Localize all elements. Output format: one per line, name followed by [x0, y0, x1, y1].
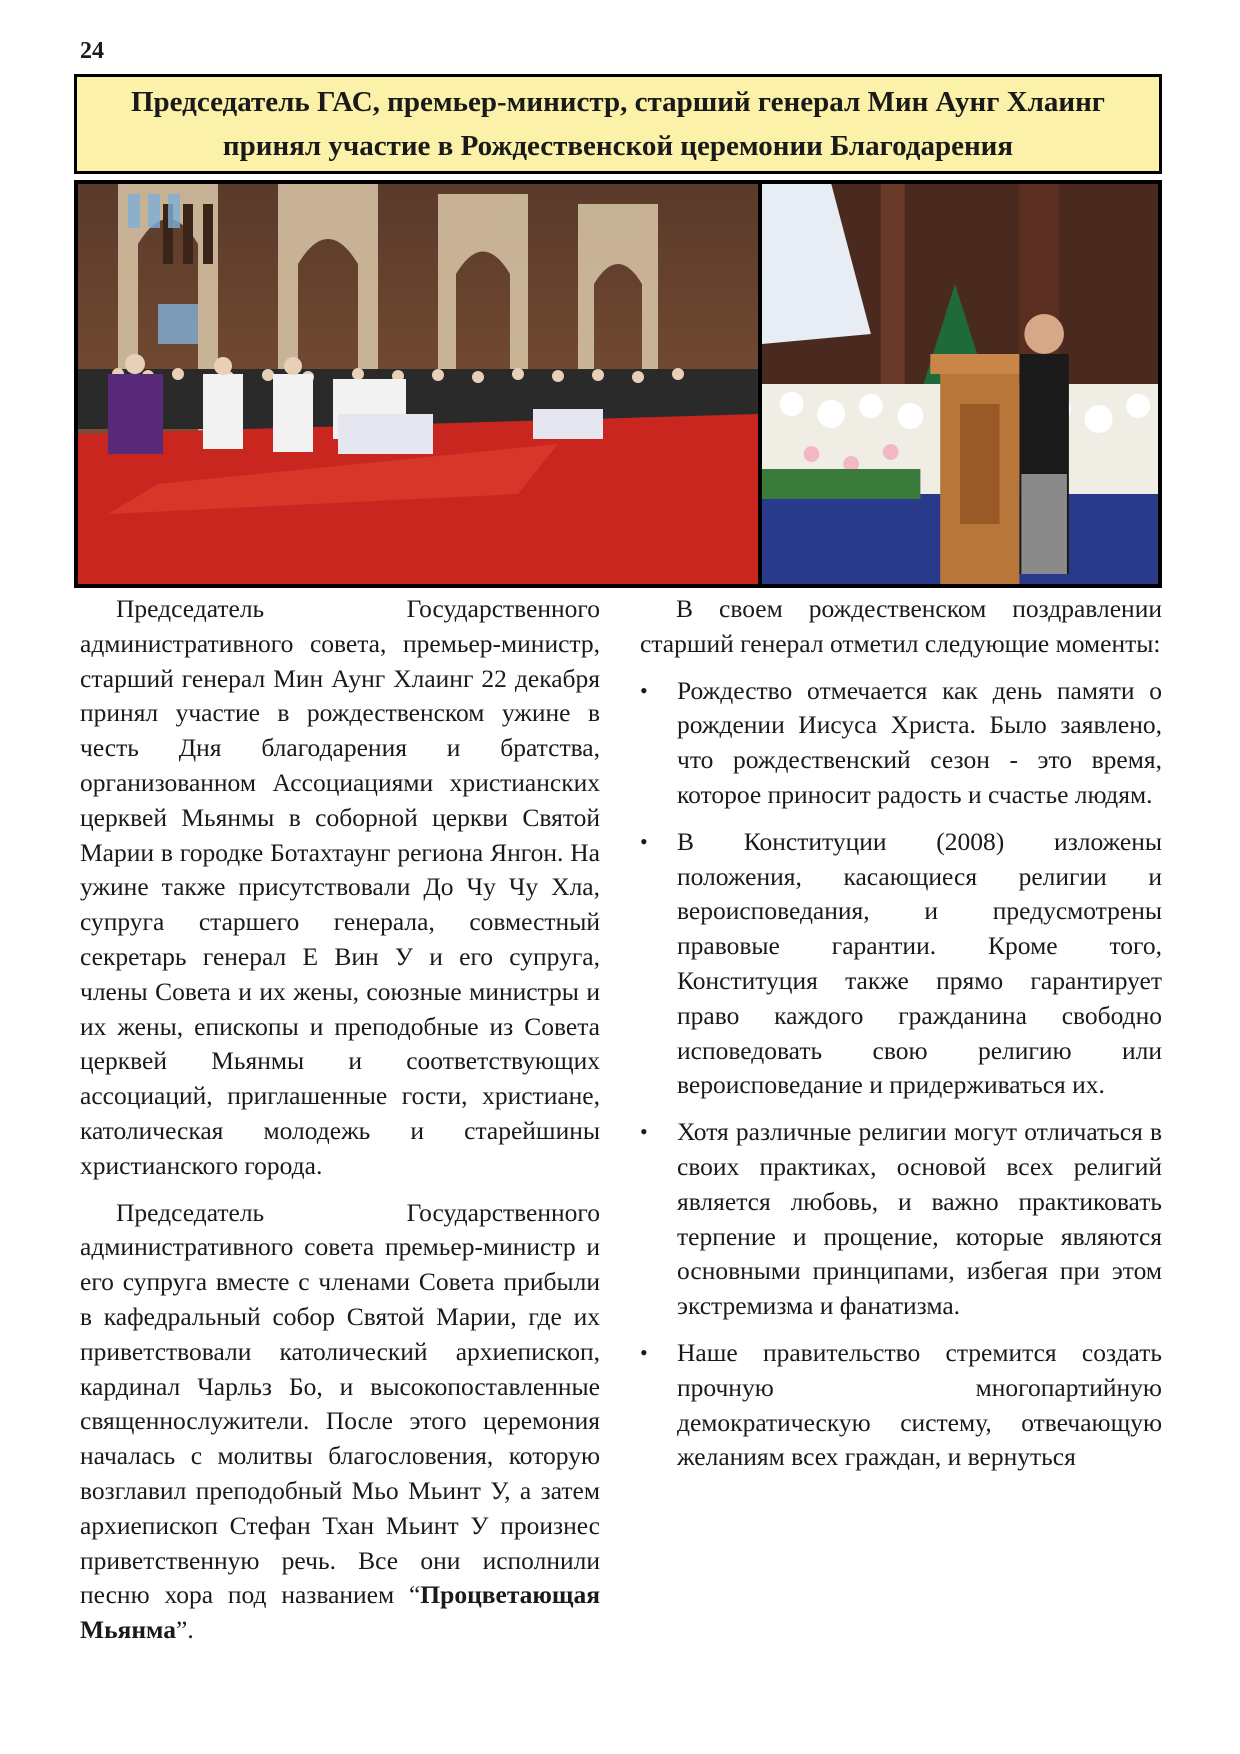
cathedral-audience-photo — [78, 184, 758, 584]
paragraph-3: В своем рождественском поздравлении старший генерал отметил следующие моменты: — [640, 594, 1162, 658]
song-quote-close: ”. — [176, 1615, 194, 1645]
paragraph-2-text: Председатель Государственного административного совета премьер-министр и его супруга вместе с членами Совета прибыли в кафедральный собор Святой Марии, где их приветствовали католический архиепископ, кардинал Чарльз Бо, и высокопоставленные священнослужители. После этого церемония началась с молитвы благословения, которую возглавил преподобный Мьо Мьинт У, а затем архиепископ Стефан Тхан Мьинт У произнес приветственную речь. Все они исполнили песню хора под названием — [80, 1197, 600, 1610]
podium-speech-photo — [762, 184, 1158, 584]
bullet-item: • Наше правительство стремится создать прочную многопартийную демократическую систему, отвечающую желаниям всех граждан, и вернуться — [640, 1336, 1162, 1475]
song-quote-open: “ — [394, 1580, 421, 1610]
article-column-left — [80, 592, 600, 1660]
title-line-1: Председатель ГАС, премьер-министр, старший генерал Мин Аунг Хлаинг — [131, 86, 1105, 118]
bullet-item: • Хотя различные религии могут отличаться в своих практиках, основой всех религий является любовь, и важно практиковать терпение и прощение, которые являются основными принципами, избегая при этом экстремизма и фанатизма. — [640, 1115, 1162, 1324]
bullet-item: • В Конституции (2008) изложены положения, касающиеся религии и вероисповедания, и предусмотрены правовые гарантии. Кроме того, Конституция также прямо гарантирует право каждого гражданина свободно исповедовать свою религию или вероисповедание и придерживаться их. — [640, 825, 1162, 1103]
photo-frame — [74, 180, 1162, 588]
bullet-item: • Рождество отмечается как день памяти о рождении Иисуса Христа. Было заявлено, что рождественский сезон - это время, которое приносит радость и счастье людям. — [640, 674, 1162, 813]
article-column-right — [640, 592, 1162, 1487]
paragraph-2 — [80, 1196, 600, 1648]
song-title: Процветающая Мьянма — [80, 1580, 600, 1645]
title-line-2: принял участие в Рождественской церемонии Благодарения — [222, 130, 1014, 162]
paragraph-1: Председатель Государственного административного совета, премьер-министр, старший генерал Мин Аунг Хлаинг 22 декабря принял участие в рождественском ужине в честь Дня благодарения и братства, организованном Ассоциациями христианских церквей Мьянмы в соборной церкви Святой Марии в городке Ботахтаунг региона Янгон. На ужине также присутствовали До Чу Чу Хла, супруга старшего генерала, совместный секретарь генерал Е Вин У и его супруга, члены Совета и их жены, союзные министры и их жены, епископы и преподобные из Совета церквей Мьянмы и соответствующих ассоциаций, приглашенные гости, христиане, католическая молодежь и старейшины христианского города. — [80, 594, 600, 1180]
page-number: 24 — [80, 38, 104, 64]
article-title — [74, 74, 1162, 174]
bullet-list — [640, 674, 1162, 1476]
